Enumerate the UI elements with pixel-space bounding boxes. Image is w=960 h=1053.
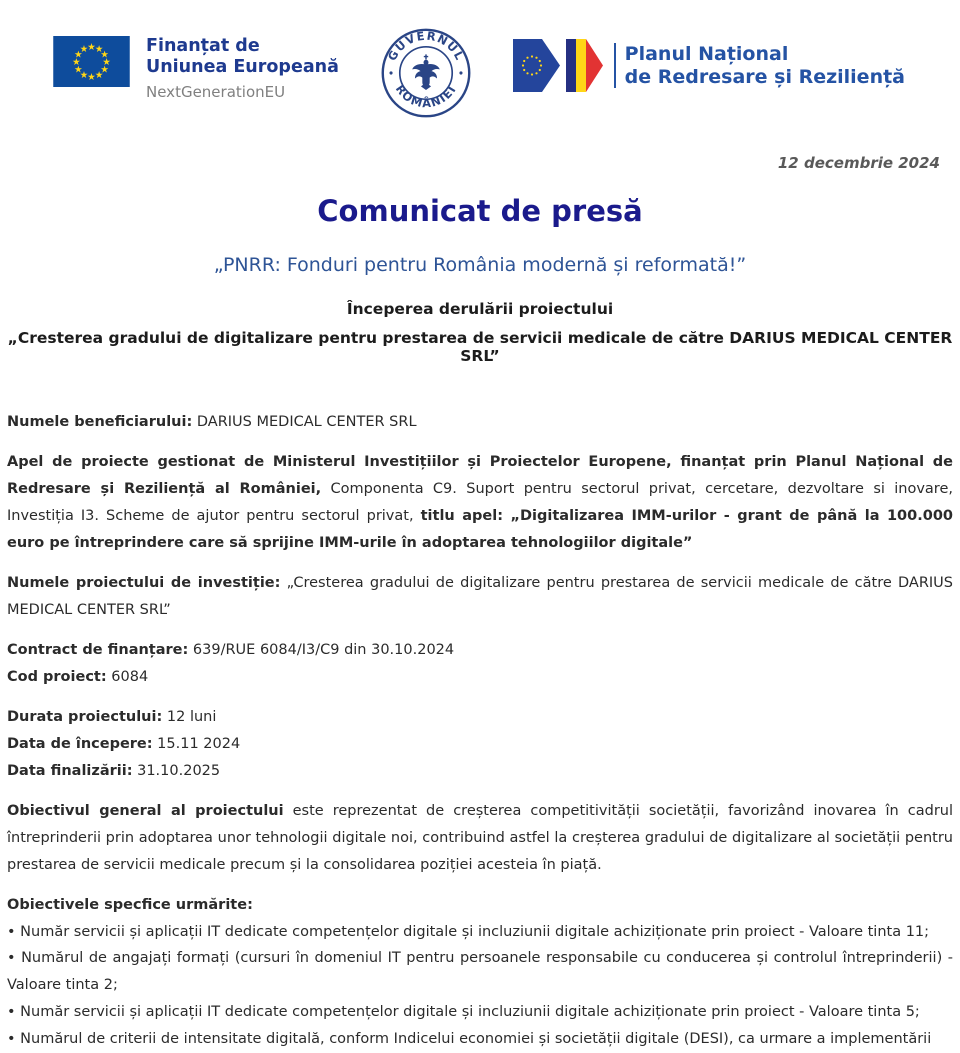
pnrr-eu-arrow-icon <box>513 39 560 92</box>
field-project-code-value: 6084 <box>106 668 149 685</box>
field-project-name <box>7 570 953 624</box>
document-date: 12 decembrie 2024 <box>777 154 940 172</box>
intro-heading: Începerea derulării proiectului <box>346 300 614 318</box>
header-logos <box>0 0 960 128</box>
field-beneficiary <box>7 409 953 436</box>
field-project-name-label: Numele proiectului de investiție: <box>7 574 281 591</box>
svg-text:★: ★ <box>100 49 109 61</box>
field-beneficiary-value: DARIUS MEDICAL CENTER SRL <box>192 414 417 430</box>
specific-objectives-section <box>7 892 953 1053</box>
seal-text-top: GUVERNUL <box>384 28 467 64</box>
document-body <box>0 409 960 1053</box>
call-bold-intro: Apel de proiecte gestionat de Ministerul Investițiilor și Proiectelor Europene, finanțat prin Planul Național de Redresare și Reziliență al României, <box>7 453 953 497</box>
svg-text:★: ★ <box>94 70 104 82</box>
page-title: Comunicat de presă <box>317 194 643 228</box>
eu-funded-line1: Finanțat de <box>146 36 260 56</box>
paragraph-general-objective <box>7 798 953 879</box>
pnrr-slogan: „PNRR: Fonduri pentru România modernă și reformată!” <box>213 254 747 276</box>
field-duration-label: Durata proiectului: <box>7 708 163 725</box>
pnrr-logo-text <box>614 43 905 88</box>
dates-group <box>7 704 953 785</box>
eu-funded-line2: Uniunea Europeană <box>146 57 339 78</box>
svg-text:★: ★ <box>87 41 96 53</box>
field-end-date-label: Data finalizării: <box>7 762 133 779</box>
field-contract-value: 639/RUE 6084/I3/C9 din 30.10.2024 <box>188 641 455 658</box>
general-objective-text: este reprezentat de creșterea competitivității societății, favorizând inovarea în cadrul întreprinderii prin adoptarea unor tehnologii digitale noi, contribuind astfel la creșterea gradului de digitalizare al societății pentru prestarea de servicii medicale precum și la consolidarea poziției acesteia în piață. <box>7 802 953 873</box>
field-project-code <box>7 664 953 691</box>
field-duration-value: 12 luni <box>162 708 217 725</box>
svg-text:★: ★ <box>100 64 109 76</box>
svg-text:★: ★ <box>74 49 83 61</box>
objective-bullet-3: • Număr servicii și aplicații IT dedicate competențelor digitale și incluziunii digitale achiziționate prin proiect - Valoare tinta 5; <box>7 1004 920 1021</box>
eu-flag-icon <box>53 36 130 87</box>
government-romania-seal <box>380 27 472 123</box>
field-end-date-value: 31.10.2025 <box>132 762 221 779</box>
field-end-date <box>7 758 953 785</box>
field-start-date <box>7 731 953 758</box>
specific-objectives-heading: Obiectivele specfice urmărite: <box>7 896 253 913</box>
gov-seal-icon <box>380 27 472 119</box>
field-contract-label: Contract de finanțare: <box>7 641 189 658</box>
pnrr-logo <box>513 39 905 92</box>
svg-text:★: ★ <box>87 72 96 84</box>
paragraph-call-description <box>7 449 953 557</box>
coat-of-arms-icon <box>412 54 440 90</box>
pnrr-text-line1: Planul Național <box>624 43 789 66</box>
objective-bullet-1: • Număr servicii și aplicații IT dedicate competențelor digitale și incluziunii digitale achiziționate prin proiect - Valoare tinta 11; <box>7 923 930 940</box>
svg-text:★: ★ <box>102 56 111 68</box>
svg-text:★: ★ <box>79 43 89 55</box>
eu-funded-logo <box>53 36 339 101</box>
objective-bullet-4: • Numărul de criterii de intensitate digitală, conform Indicelui economiei și societății digitale (DESI), ca urmare a implementării <box>7 1031 932 1048</box>
svg-text:★: ★ <box>79 70 89 82</box>
pnrr-romania-arrow-icon <box>566 39 603 92</box>
seal-text-bottom: ROMÂNIEI <box>392 82 459 111</box>
objective-bullet-2: • Numărul de angajați formați (cursuri în domeniul IT pentru persoanele responsabile cu conducerea și controlul întreprinderii) - Valoare tinta 2; <box>7 950 953 994</box>
field-contract <box>7 637 953 664</box>
svg-text:★: ★ <box>72 56 81 68</box>
contract-group <box>7 637 953 691</box>
svg-text:★: ★ <box>94 43 104 55</box>
project-title-heading: „Cresterea gradului de digitalizare pentru prestarea de servicii medicale de către DARIUS MEDICAL CENTER SRL” <box>7 329 953 365</box>
field-project-name-value: „Cresterea gradului de digitalizare pentru prestarea de servicii medicale de către DARIUS MEDICAL CENTER SRL” <box>7 574 953 618</box>
next-generation-eu-label: NextGenerationEU <box>146 82 286 101</box>
field-beneficiary-label: Numele beneficiarului: <box>7 414 193 430</box>
svg-text:★: ★ <box>74 64 83 76</box>
eu-logo-text <box>146 36 339 101</box>
pnrr-text-line2: de Redresare și Reziliență <box>624 65 905 88</box>
field-project-code-label: Cod proiect: <box>7 668 107 685</box>
field-start-date-label: Data de începere: <box>7 735 153 752</box>
call-regular-text: Componenta C9. Suport pentru sectorul privat, cercetare, dezvoltare si inovare, Investiția I3. Scheme de ajutor pentru sectorul privat, <box>7 480 953 524</box>
field-start-date-value: 15.11 2024 <box>152 735 241 752</box>
call-title-bold: titlu apel: „Digitalizarea IMM-urilor - grant de până la 100.000 euro pe întreprindere care să sprijine IMM-urile în adoptarea tehnologiilor digitale” <box>7 507 954 551</box>
field-duration <box>7 704 953 731</box>
general-objective-label: Obiectivul general al proiectului <box>7 802 284 819</box>
